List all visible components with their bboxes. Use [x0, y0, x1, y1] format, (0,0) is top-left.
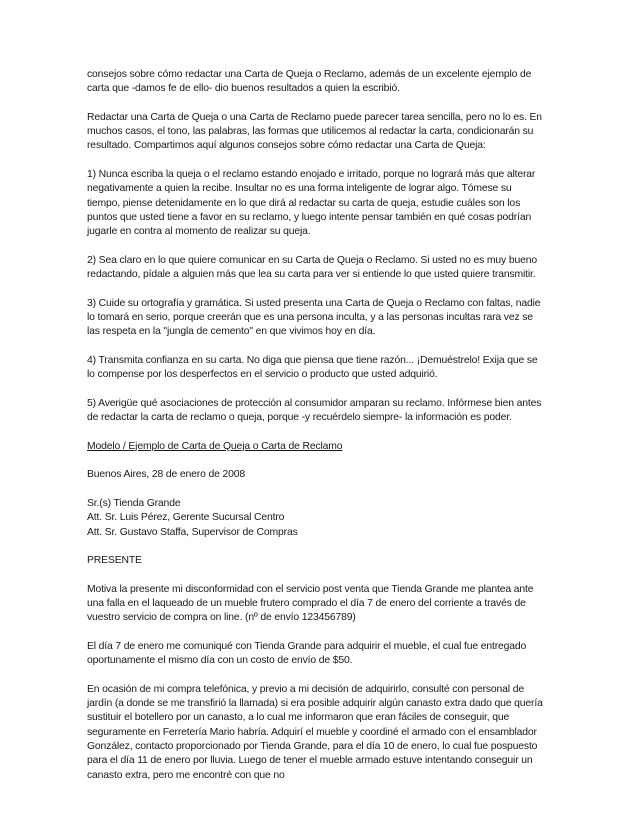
letter-addressee — [87, 497, 545, 540]
letter-body-paragraph: Motiva la presente mi disconformidad con el servicio post venta que Tienda Grande me plantea ante una falla en el laqueado de un mueble frutero comprado el día 7 de enero del corriente a través de vuestro servicio de compra on line. (nº de envío 123456789) — [87, 583, 534, 624]
example-heading: Modelo / Ejemplo de Carta de Queja o Carta de Reclamo — [87, 440, 343, 452]
tip-2-paragraph: 2) Sea claro en lo que quiere comunicar en su Carta de Queja o Reclamo. Si usted no es muy bueno redactando, pídale a alguien más que lea su carta para ver si entiende lo que usted quiere transmitir. — [87, 254, 537, 281]
tip-5-paragraph: 5) Averigüe qué asociaciones de protección al consumidor amparan su reclamo. Infórmese bien antes de redactar la carta de reclamo o queja, porque -y recuérdelo siempre- la información es poder. — [87, 397, 542, 424]
letter-salutation: PRESENTE — [87, 555, 142, 567]
letter-date: Buenos Aires, 28 de enero de 2008 — [87, 469, 245, 481]
tip-1-paragraph: 1) Nunca escriba la queja o el reclamo estando enojado e irritado, porque no logrará más que alterar negativamente a quien la recibe. Insultar no es una forma inteligente de lograr algo. Tómese su tiempo, piense detenidamente en lo que dirá al redactar su carta de queja, estudie cuáles son los puntos que usted tiene a favor en su reclamo, y luego intente pensar también en qué cosas podrían jugarle en contra al momento de realizar su queja. — [87, 169, 536, 238]
addressee-line: Sr.(s) Tienda Grande — [87, 497, 181, 509]
tip-4-paragraph: 4) Transmita confianza en su carta. No diga que piensa que tiene razón... ¡Demuéstrelo! Exija que se lo compense por los desperfectos en el servicio o producto que usted adquirió. — [87, 354, 538, 381]
letter-body-paragraph: El día 7 de enero me comuniqué con Tienda Grande para adquirir el mueble, el cual fue entregado oportunamente el mismo día con un costo de envío de $50. — [87, 640, 527, 667]
letter-body-paragraph: En ocasión de mi compra telefónica, y previo a mi decisión de adquirirlo, consulté con personal de jardín (a donde se me transfirió la llamada) si era posible adquirir algún canasto extra dado que quería sustituir el botellero por un canasto, a lo cual me informaron que eran fáciles de conseguir, que seguramente en Ferretería Mario habría. Adquirí el mueble y coordiné el armado con el ensamblador González, contacto proporcionado por Tienda Grande, para el día 10 de enero, lo cual fue pospuesto para el día 11 de enero por lluvia. Luego de tener el mueble armado estuve intentando conseguir un canasto extra, pero me encontré con que no — [87, 683, 543, 781]
intro-paragraph: consejos sobre cómo redactar una Carta de Queja o Reclamo, además de un excelente ejemplo de carta que -damos fe de ello- dio buenos resultados a quien la escribió. — [87, 69, 532, 95]
tip-3-paragraph: 3) Cuide su ortografía y gramática. Si usted presenta una Carta de Queja o Reclamo con faltas, nadie lo tomará en serio, porque creerán que es una persona inculta, y a las personas incultas rara vez se las respeta en la "jungla de cemento" en que vivimos hoy en día. — [87, 297, 541, 338]
document-page — [87, 68, 545, 797]
addressee-line: Att. Sr. Luis Pérez, Gerente Sucursal Centro — [87, 512, 285, 524]
overview-paragraph: Redactar una Carta de Queja o una Carta de Reclamo puede parecer tarea sencilla, pero no lo es. En muchos casos, el tono, las palabras, las formas que utilicemos al redactar la carta, condicionarán su resultado. Compartimos aquí algunos consejos sobre cómo redactar una Carta de Queja: — [87, 111, 542, 152]
addressee-line: Att. Sr. Gustavo Staffa, Supervisor de Compras — [87, 526, 298, 538]
